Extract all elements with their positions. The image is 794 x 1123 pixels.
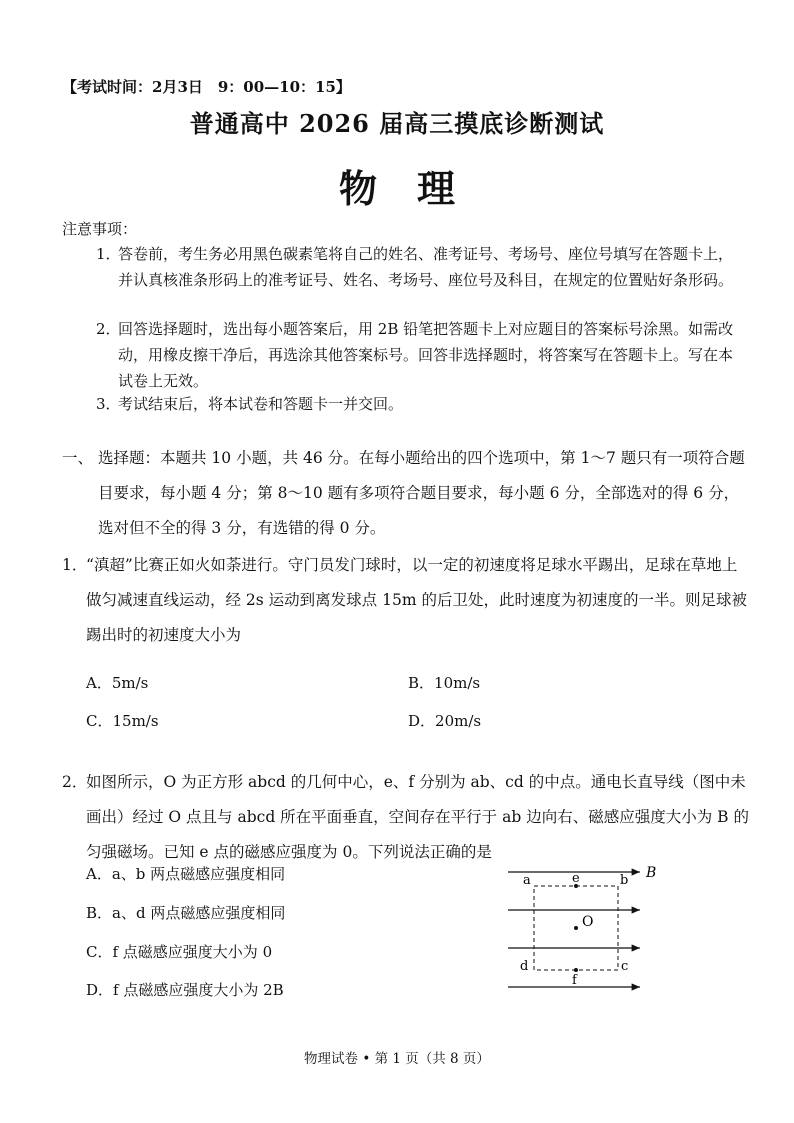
label-a: a [523, 873, 531, 888]
question-2-option-c: C．f 点磁感应强度大小为 0 [86, 943, 273, 961]
subject-title: 物理 [338, 166, 495, 211]
label-c: c [621, 959, 629, 974]
question-stem: 如图所示，O 为正方形 abcd 的几何中心，e、f 分别为 ab、cd 的中点。通电长直导线（图中未画出）经过 O 点且与 abcd 所在平面垂直，空间存在平行于 ab 边向右、磁感应强度大小为 B 的匀强磁场。已知 e 点的磁感应强度为 0。下列说法正确的是 [86, 773, 749, 861]
question-1-option-b: B．10m/s [408, 674, 481, 692]
exam-time: 【考试时间：2月3日 9：00—10：15】 [62, 78, 351, 96]
question-2-option-b: B．a、d 两点磁感应强度相同 [86, 904, 286, 922]
question-number: 2． [62, 773, 88, 791]
notice-item-text: 考试结束后，将本试卷和答题卡一并交回。 [118, 395, 404, 413]
label-e: e [572, 871, 580, 886]
notice-item-text: 答卷前，考生务必用黑色碳素笔将自己的姓名、准考证号、考场号、座位号填写在答题卡上，并认真核准条形码上的准考证号、姓名、考场号、座位号及科目，在规定的位置贴好条形码。 [118, 245, 734, 289]
question-2-option-a: A．a、b 两点磁感应强度相同 [86, 865, 286, 883]
question-number: 1． [62, 556, 88, 574]
section-text: 选择题：本题共 10 小题，共 46 分。在每小题给出的四个选项中，第 1～7 题只有一项符合题目要求，每小题 4 分；第 8～10 题有多项符合题目要求，每小题 6 分，全部选对的得 6 分，选对但不全的得 3 分，有选错的得 0 分。 [98, 449, 745, 537]
question-1-option-d: D．20m/s [408, 712, 482, 730]
notice-item [96, 316, 746, 394]
notice-item [96, 391, 746, 417]
magnetic-field-figure [506, 860, 666, 996]
exam-title: 普通高中 2026 届高三摸底诊断测试 [189, 109, 605, 138]
question-1-option-a: A．5m/s [86, 674, 149, 692]
question-2-option-d: D．f 点磁感应强度大小为 2B [86, 981, 284, 999]
point-o [574, 926, 578, 930]
notice-item-number: 3． [96, 395, 121, 413]
question-2 [62, 765, 752, 870]
label-f: f [572, 973, 577, 988]
label-d: d [520, 959, 529, 974]
notice-item-number: 1． [96, 245, 121, 263]
label-b: b [620, 873, 629, 888]
notice-item-number: 2． [96, 320, 121, 338]
page-footer: 物理试卷 • 第 1 页（共 8 页） [304, 1051, 490, 1067]
section-number: 一、 [62, 449, 94, 467]
notice-heading: 注意事项： [62, 220, 138, 238]
notice-item [96, 241, 746, 293]
label-o: O [582, 914, 594, 930]
question-1 [62, 548, 752, 653]
label-b-field: B [646, 865, 657, 881]
section-instructions [62, 441, 752, 546]
question-1-option-c: C．15m/s [86, 712, 159, 730]
question-stem: “滇超”比赛正如火如荼进行。守门员发门球时，以一定的初速度将足球水平踢出，足球在草地上做匀减速直线运动，经 2s 运动到离发球点 15m 的后卫处，此时速度为初速度的一半。则足球被踢出时的初速度大小为 [86, 556, 747, 644]
notice-item-text: 回答选择题时，选出每小题答案后，用 2B 铅笔把答题卡上对应题目的答案标号涂黑。如需改动，用橡皮擦干净后，再选涂其他答案标号。回答非选择题时，将答案写在答题卡上。写在本试卷上无效。 [118, 320, 734, 390]
point-f [574, 968, 578, 972]
